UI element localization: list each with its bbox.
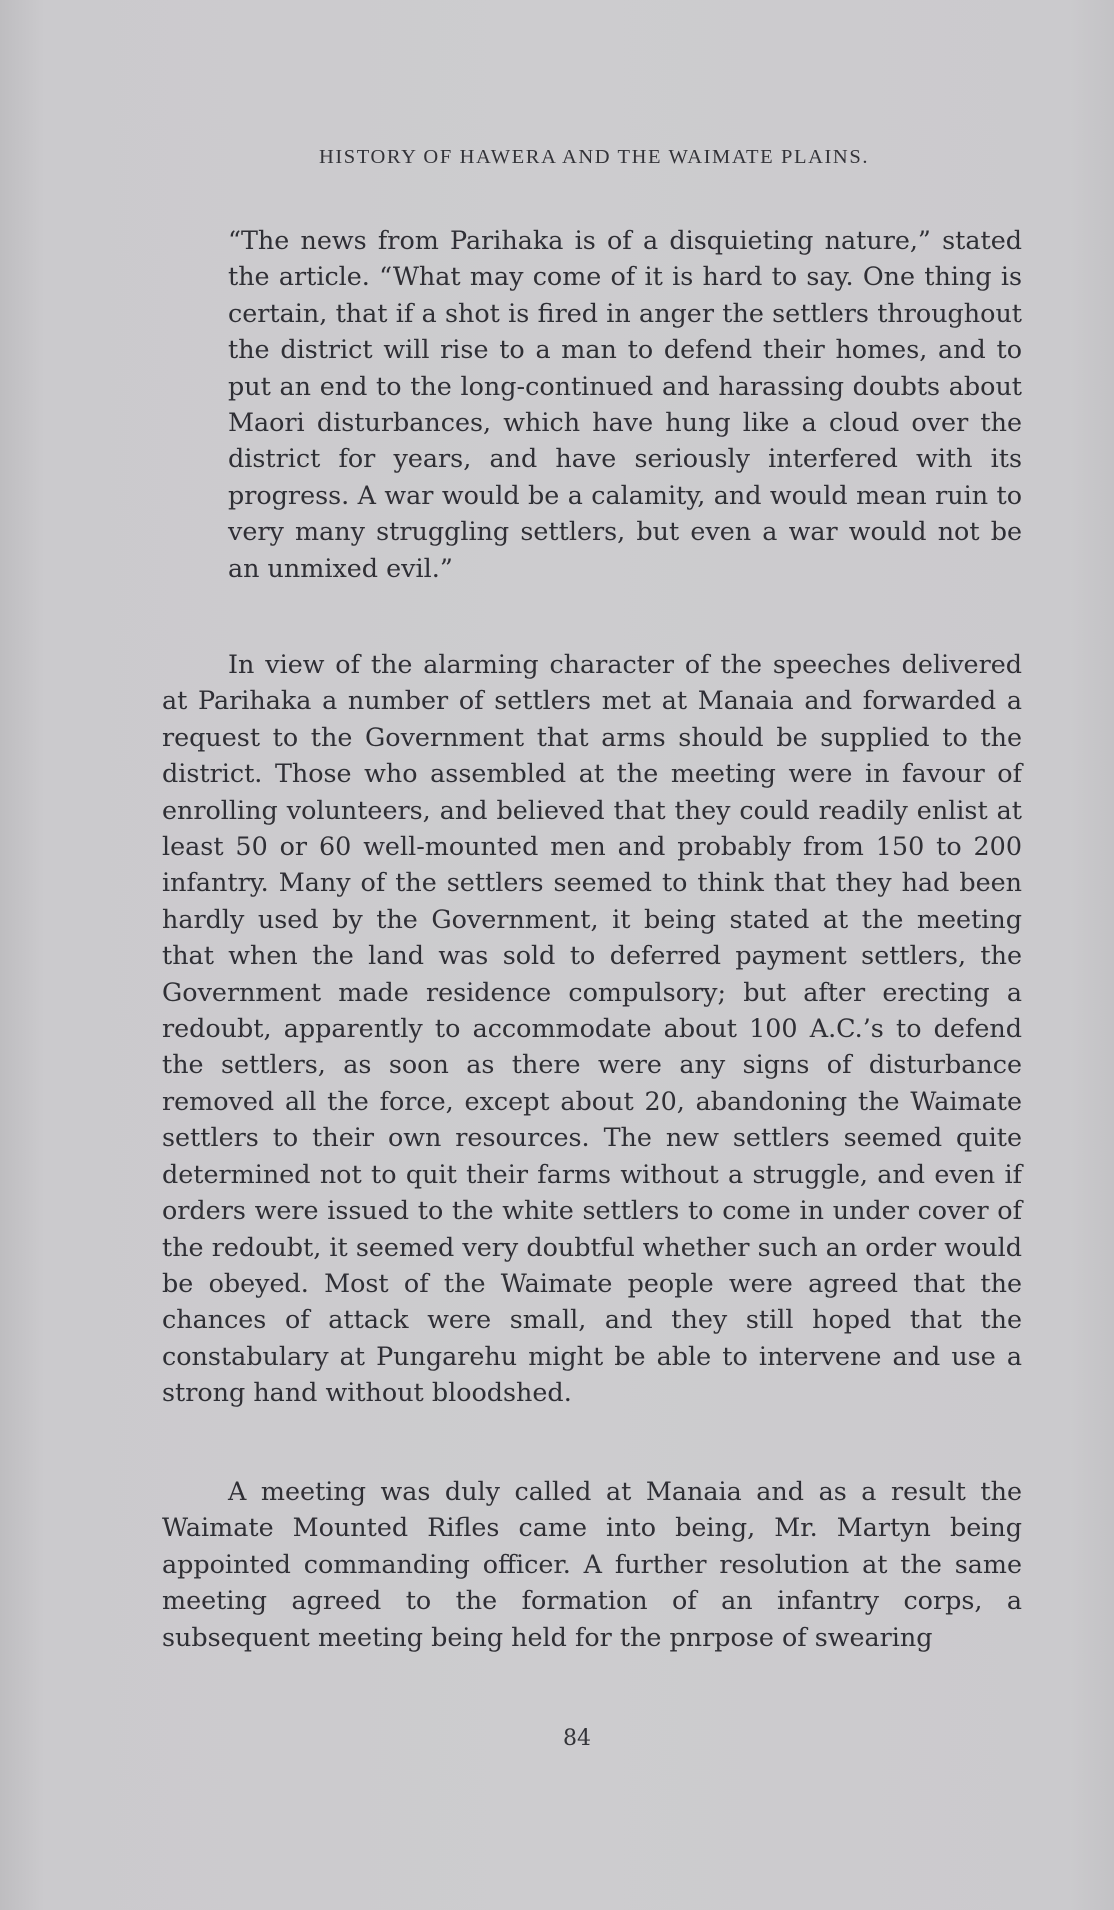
running-head: HISTORY OF HAWERA AND THE WAIMATE PLAINS. — [318, 146, 870, 168]
page-number: 84 — [563, 1726, 591, 1751]
body-paragraph-mounted-rifles: A meeting was duly called at Manaia and as a result the Waimate Mounted Rifles came into being, Mr. Martyn being appointed commanding officer. A further resolution at the same meeting agreed to the formation of an infantry corps, a subsequent meeting being held for the pnrpose of swearing — [162, 1476, 1022, 1652]
body-paragraph-arms-request: In view of the alarming character of the speeches delivered at Parihaka a number of settlers met at Manaia and forwarded a request to the Government that arms should be supplied to the district. Those who assembled at the meeting were in favour of enrolling volunteers, and believed that they could readily enlist at least 50 or 60 well-mounted men and probably from 150 to 200 infantry. Many of the settlers seemed to think that they had been hardly used by the Government, it being stated at the meeting that when the land was sold to deferred payment settlers, the Government made residence compulsory; but after erecting a redoubt, apparently to accommodate about 100 A.C.’s to defend the settlers, as soon as there were any signs of disturbance removed all the force, except about 20, abandoning the Waimate settlers to their own resources. The new settlers seemed quite determined not to quit their farms without a struggle, and even if orders were issued to the white settlers to come in under cover of the redoubt, it seemed very doubtful whether such an order would be obeyed. Most of the Waimate people were agreed that the chances of attack were small, and they still hoped that the constabulary at Pungarehu might be able to intervene and use a strong hand without bloodshed. — [162, 649, 1022, 1408]
quoted-article-paragraph: “The news from Parihaka is of a disquieting nature,” stated the article. “What may come of it is hard to say. One thing is certain, that if a shot is fired in anger the settlers throughout the district will rise to a man to defend their homes, and to put an end to the long-continued and harassing doubts about Maori disturbances, which have hung like a cloud over the district for years, and have seriously interfered with its progress. A war would be a calamity, and would mean ruin to very many struggling settlers, but even a war would not be an unmixed evil.” — [228, 225, 1022, 583]
